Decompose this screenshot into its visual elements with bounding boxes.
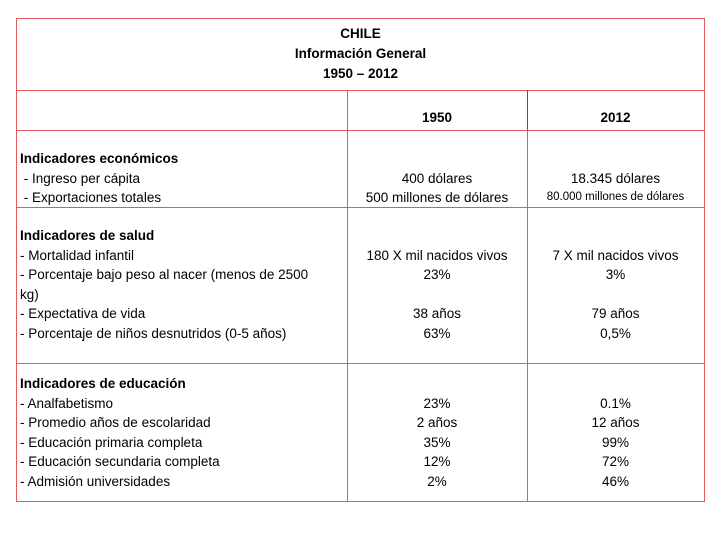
table-cell: 0.1%: [600, 395, 631, 411]
education-1950: [347, 394, 527, 492]
table-cell: 18.345 dólares: [570, 170, 661, 186]
title-years: 1950 – 2012: [322, 66, 399, 81]
section-heading: Indicadores económicos: [20, 151, 179, 166]
row-label: - Educación secundaria completa: [20, 454, 220, 470]
column-header-1950: 1950: [421, 110, 453, 125]
info-table: [16, 18, 705, 502]
row-label: - Educación primaria completa: [20, 434, 203, 450]
economic-1950: [347, 169, 527, 208]
table-cell: [527, 285, 704, 305]
health-1950: [347, 246, 527, 344]
table-border-top: [16, 18, 705, 19]
table-cell: 2 años: [416, 415, 458, 431]
health-2012: [527, 246, 704, 344]
table-cell: 23%: [423, 267, 451, 283]
row-label: - Ingreso per cápita: [20, 170, 141, 186]
row-divider: [16, 90, 705, 91]
health-labels: [20, 226, 350, 344]
table-cell: 3%: [605, 267, 626, 283]
row-label: - Analfabetismo: [20, 395, 114, 411]
table-cell: 12 años: [591, 415, 640, 431]
education-2012: [527, 394, 704, 492]
table-cell: 38 años: [412, 306, 462, 322]
table-cell: 72%: [601, 454, 630, 470]
table-cell: 0,5%: [600, 325, 631, 341]
economic-2012: [527, 169, 704, 208]
section-heading: Indicadores de educación: [20, 376, 186, 391]
table-border-left: [16, 18, 17, 502]
section-heading: Indicadores de salud: [20, 228, 155, 243]
page-title: [16, 24, 705, 84]
table-cell: 23%: [423, 395, 451, 411]
economic-labels: [20, 149, 350, 208]
table-cell: 7 X mil nacidos vivos: [552, 247, 679, 263]
row-label: - Expectativa de vida: [20, 306, 146, 322]
title-country: CHILE: [340, 26, 381, 41]
table-cell: 2%: [427, 473, 447, 489]
table-cell: 400 dólares: [401, 170, 473, 186]
table-cell: 63%: [423, 325, 451, 341]
table-border-right: [704, 18, 705, 502]
table-cell: 46%: [601, 473, 630, 489]
table-cell: 12%: [423, 454, 451, 470]
row-label: kg): [20, 286, 39, 302]
row-label: - Porcentaje bajo peso al nacer (menos de 2500: [20, 267, 309, 283]
table-cell: [347, 285, 527, 305]
education-labels: [20, 374, 350, 492]
table-cell: 35%: [423, 434, 451, 450]
row-label: - Mortalidad infantil: [20, 247, 135, 263]
column-header-2012: 2012: [600, 110, 631, 125]
row-label: - Porcentaje de niños desnutridos (0-5 años): [20, 325, 287, 341]
row-label: - Exportaciones totales: [20, 190, 162, 206]
table-cell: 80.000 millones de dólares: [546, 191, 685, 204]
table-cell: 180 X mil nacidos vivos: [366, 247, 508, 263]
table-cell: 99%: [601, 434, 630, 450]
table-border-bottom: [16, 501, 705, 502]
row-divider: [16, 363, 705, 364]
table-cell: 79 años: [591, 306, 640, 322]
title-subtitle: Información General: [294, 46, 427, 61]
row-label: - Promedio años de escolaridad: [20, 415, 211, 431]
row-label: - Admisión universidades: [20, 473, 171, 489]
row-divider: [16, 130, 705, 131]
table-cell: 500 millones de dólares: [365, 190, 509, 206]
